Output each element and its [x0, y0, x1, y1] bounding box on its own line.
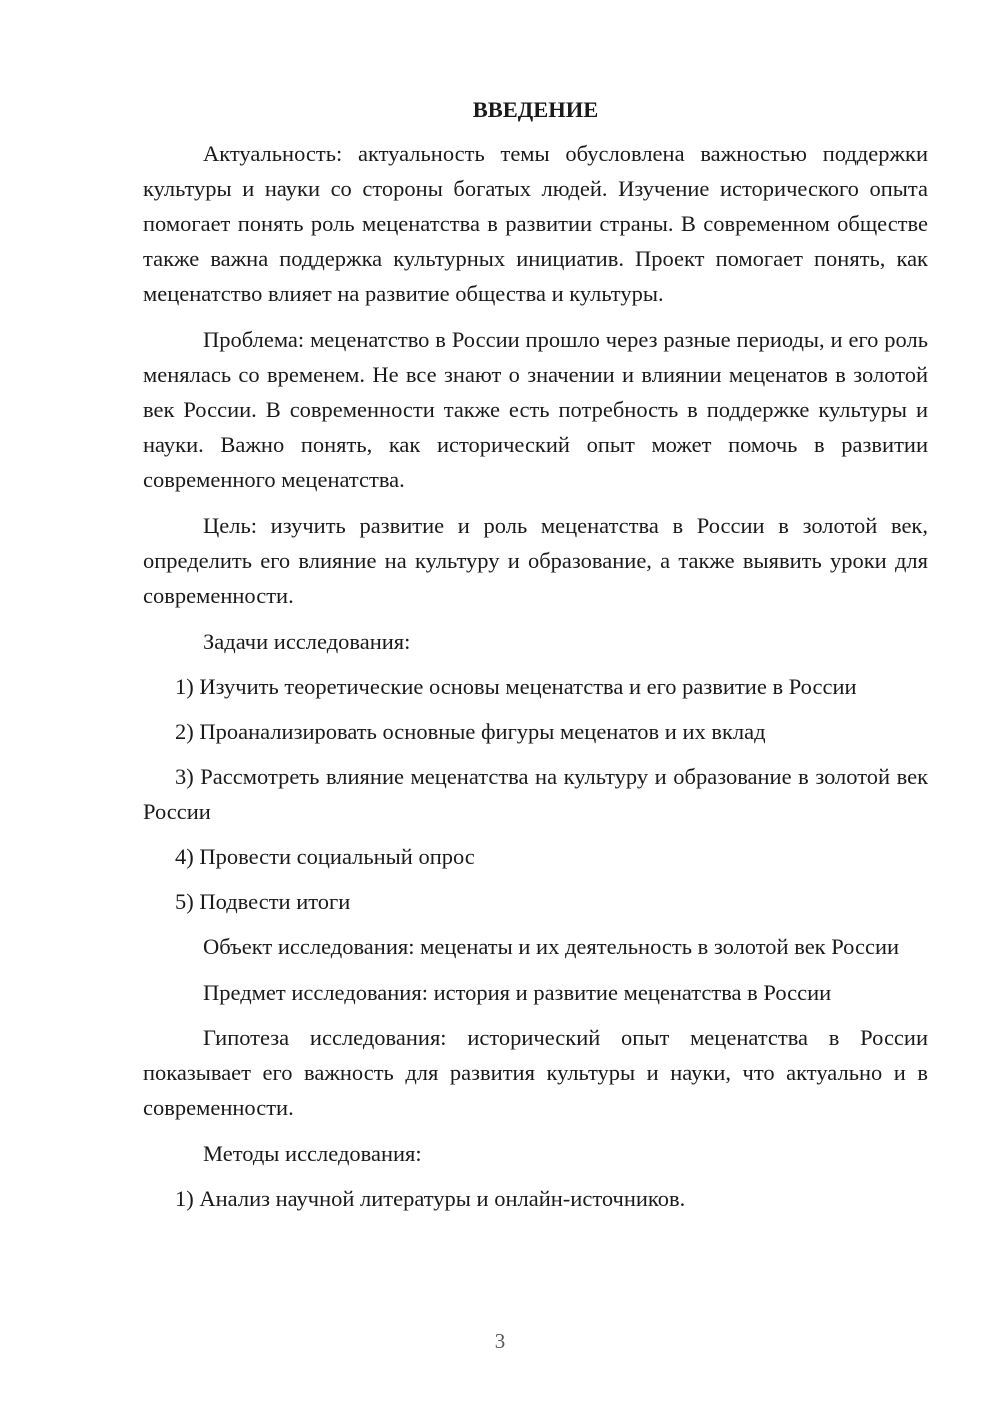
task-item-4: 4) Провести социальный опрос — [175, 844, 475, 869]
task-item-5: 5) Подвести итоги — [175, 889, 351, 914]
task-item-1: 1) Изучить теоретические основы меценатства и его развитие в России — [175, 674, 857, 699]
task-item-2: 2) Проанализировать основные фигуры меценатов и их вклад — [175, 719, 766, 744]
document-page — [143, 92, 928, 1226]
relevance-paragraph: Актуальность: актуальность темы обусловлена важностью поддержки культуры и науки со стороны богатых людей. Изучение исторического опыта помогает понять роль меценатства в развитии страны. В современном обществе также важна поддержка культурных инициатив. Проект помогает понять, как меценатство влияет на развитие общества и культуры. — [143, 141, 928, 306]
problem-paragraph: Проблема: меценатство в России прошло через разные периоды, и его роль менялась со временем. Не все знают о значении и влиянии меценатов в золотой век России. В современности также есть потребность в поддержке культуры и науки. Важно понять, как исторический опыт может помочь в развитии современного меценатства. — [143, 327, 928, 492]
section-title: ВВЕДЕНИЕ — [472, 97, 599, 122]
tasks-heading: Задачи исследования: — [203, 629, 411, 654]
subject-paragraph: Предмет исследования: история и развитие меценатства в России — [203, 980, 832, 1005]
method-item-1: 1) Анализ научной литературы и онлайн-источников. — [175, 1186, 686, 1211]
task-item-3: 3) Рассмотреть влияние меценатства на культуру и образование в золотой век России — [143, 764, 928, 824]
goal-paragraph: Цель: изучить развитие и роль меценатства в России в золотой век, определить его влияние на культуру и образование, а также выявить уроки для современности. — [143, 513, 928, 608]
object-paragraph: Объект исследования: меценаты и их деятельность в золотой век России — [203, 934, 900, 959]
page-number: 3 — [494, 1329, 506, 1353]
hypothesis-paragraph: Гипотеза исследования: исторический опыт меценатства в России показывает его важность для развития культуры и науки, что актуально и в современности. — [143, 1025, 928, 1120]
methods-heading: Методы исследования: — [203, 1141, 422, 1166]
